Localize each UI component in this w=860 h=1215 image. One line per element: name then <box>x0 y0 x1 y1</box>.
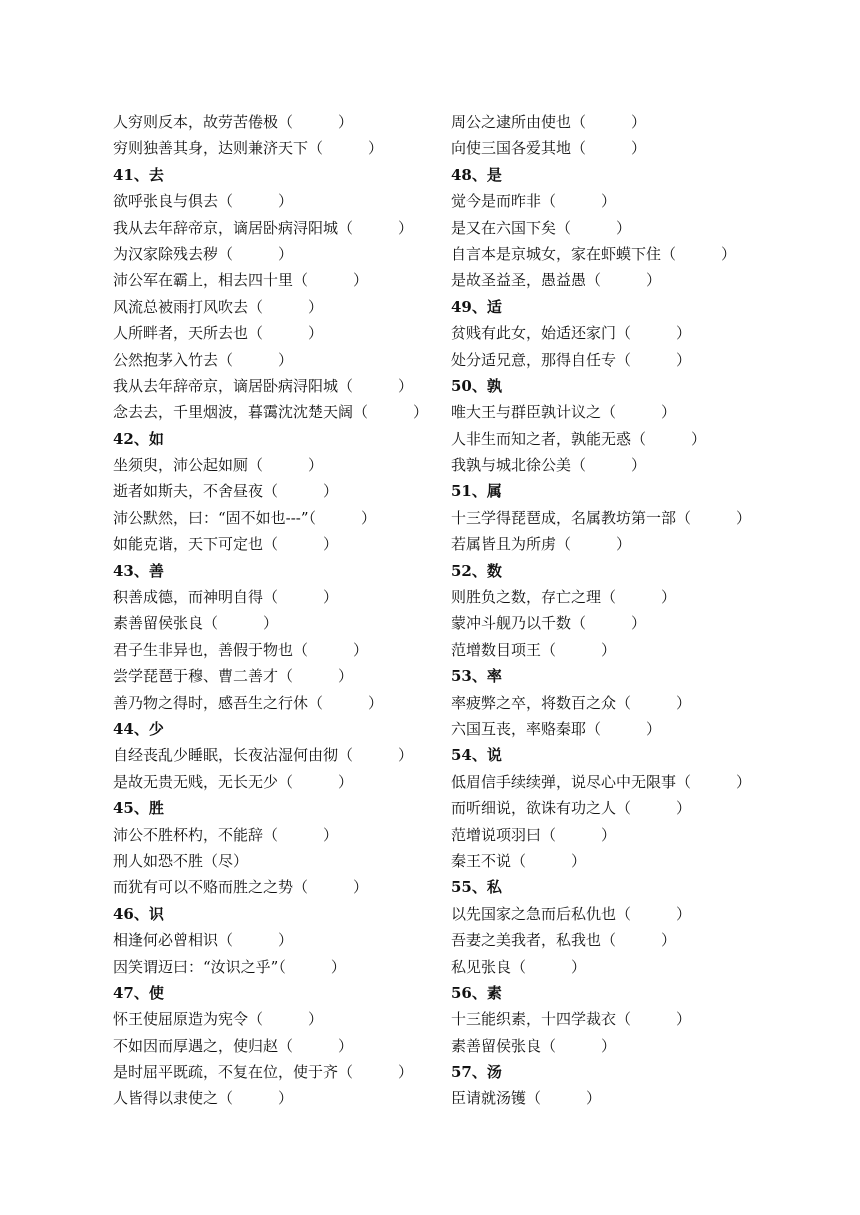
section-heading: 49、适 <box>451 297 502 316</box>
exercise-line: 沛公军在霸上，相去四十里（ ） <box>113 271 369 290</box>
exercise-line: 沛公默然，曰：“固不如也---”（ ） <box>113 508 377 527</box>
exercise-line: 贫贱有此女，始适还家门（ ） <box>451 324 692 343</box>
exercise-line: 率疲弊之卒，将数百之众（ ） <box>451 693 692 712</box>
exercise-line: 怀王使屈原造为宪令（ ） <box>113 1010 324 1029</box>
section-heading: 51、属 <box>451 482 502 501</box>
section-heading: 45、胜 <box>113 799 164 818</box>
exercise-line: 则胜负之数，存亡之理（ ） <box>451 588 677 607</box>
exercise-line: 人皆得以隶使之（ ） <box>113 1089 294 1108</box>
exercise-line: 欲呼张良与俱去（ ） <box>113 192 294 211</box>
section-heading: 47、使 <box>113 983 164 1002</box>
exercise-line: 穷则独善其身，达则兼济天下（ ） <box>113 139 384 158</box>
exercise-line: 念去去，千里烟波，暮霭沈沈楚天阔（ ） <box>113 403 429 422</box>
section-heading: 43、善 <box>113 561 164 580</box>
section-heading: 50、孰 <box>451 376 502 395</box>
exercise-line: 范增数目项王（ ） <box>451 640 617 659</box>
exercise-line: 若属皆且为所虏（ ） <box>451 535 632 554</box>
exercise-line: 我从去年辞帝京，谪居卧病浔阳城（ ） <box>113 376 414 395</box>
exercise-line: 是又在六国下矣（ ） <box>451 218 632 237</box>
exercise-line: 积善成德，而神明自得（ ） <box>113 588 339 607</box>
exercise-line: 公然抱茅入竹去（ ） <box>113 350 294 369</box>
section-heading: 54、说 <box>451 746 502 765</box>
exercise-line: 人穷则反本，故劳苦倦极（ ） <box>113 113 354 131</box>
exercise-line: 人非生而知之者，孰能无惑（ ） <box>451 429 707 448</box>
exercise-line: 而犹有可以不赂而胜之之势（ ） <box>113 878 369 897</box>
exercise-line: 风流总被雨打风吹去（ ） <box>113 297 324 316</box>
section-heading: 53、率 <box>451 667 502 686</box>
exercise-line: 十三学得琵琶成，名属教坊第一部（ ） <box>451 508 752 527</box>
exercise-line: 六国互丧，率赂秦耶（ ） <box>451 719 662 738</box>
exercise-line: 范增说项羽曰（ ） <box>451 825 617 844</box>
exercise-line: 觉今是而昨非（ ） <box>451 192 617 211</box>
exercise-line: 素善留侯张良（ ） <box>113 614 279 633</box>
exercise-line: 处分适兄意，那得自任专（ ） <box>451 350 692 369</box>
right-column <box>451 109 761 1112</box>
exercise-line: 逝者如斯夫，不舍昼夜（ ） <box>113 482 339 501</box>
exercise-line: 因笑谓迈曰：“汝识之乎”（ ） <box>113 957 346 976</box>
exercise-line: 自经丧乱少睡眠，长夜沾湿何由彻（ ） <box>113 746 414 765</box>
exercise-line: 我从去年辞帝京，谪居卧病浔阳城（ ） <box>113 218 414 237</box>
exercise-line: 周公之逮所由使也（ ） <box>451 113 647 131</box>
exercise-line: 为汉家除残去秽（ ） <box>113 244 294 263</box>
exercise-line: 是故无贵无贱，无长无少（ ） <box>113 772 354 791</box>
section-heading: 48、是 <box>451 165 502 184</box>
exercise-line: 十三能织素，十四学裁衣（ ） <box>451 1010 692 1029</box>
exercise-line: 沛公不胜杯杓，不能辞（ ） <box>113 825 339 844</box>
exercise-line: 向使三国各爱其地（ ） <box>451 139 647 158</box>
exercise-line: 我孰与城北徐公美（ ） <box>451 456 647 475</box>
section-heading: 57、汤 <box>451 1063 502 1082</box>
exercise-line: 秦王不说（ ） <box>451 851 587 870</box>
exercise-line: 私见张良（ ） <box>451 957 587 976</box>
exercise-line: 君子生非异也，善假于物也（ ） <box>113 640 369 659</box>
exercise-line: 善乃物之得时，感吾生之行休（ ） <box>113 693 384 712</box>
section-heading: 56、素 <box>451 983 502 1002</box>
exercise-line: 尝学琵琶于穆、曹二善才（ ） <box>113 667 354 686</box>
left-column <box>113 109 429 1112</box>
exercise-line: 唯大王与群臣孰计议之（ ） <box>451 403 677 422</box>
exercise-line: 吾妻之美我者，私我也（ ） <box>451 931 677 950</box>
section-heading: 41、去 <box>113 165 164 184</box>
exercise-line: 蒙冲斗舰乃以千数（ ） <box>451 614 647 633</box>
exercise-line: 是时屈平既疏，不复在位，使于齐（ ） <box>113 1063 414 1082</box>
exercise-line: 刑人如恐不胜（尽） <box>113 851 249 870</box>
exercise-line: 素善留侯张良（ ） <box>451 1036 617 1055</box>
exercise-line: 臣请就汤镬（ ） <box>451 1089 602 1108</box>
section-heading: 44、少 <box>113 719 164 738</box>
exercise-line: 低眉信手续续弹，说尽心中无限事（ ） <box>451 772 752 791</box>
exercise-line: 不如因而厚遇之，使归赵（ ） <box>113 1036 354 1055</box>
exercise-line: 人所畔者，天所去也（ ） <box>113 324 324 343</box>
section-heading: 52、数 <box>451 561 502 580</box>
exercise-line: 是故圣益圣，愚益愚（ ） <box>451 271 662 290</box>
exercise-line: 以先国家之急而后私仇也（ ） <box>451 904 692 923</box>
exercise-line: 如能克谐，天下可定也（ ） <box>113 535 339 554</box>
section-heading: 42、如 <box>113 429 164 448</box>
exercise-line: 相逢何必曾相识（ ） <box>113 931 294 950</box>
exercise-line: 坐须臾，沛公起如厕（ ） <box>113 456 324 475</box>
section-heading: 55、私 <box>451 878 502 897</box>
section-heading: 46、识 <box>113 904 164 923</box>
exercise-line: 自言本是京城女，家在虾蟆下住（ ） <box>451 244 737 263</box>
exercise-line: 而听细说，欲诛有功之人（ ） <box>451 799 692 818</box>
